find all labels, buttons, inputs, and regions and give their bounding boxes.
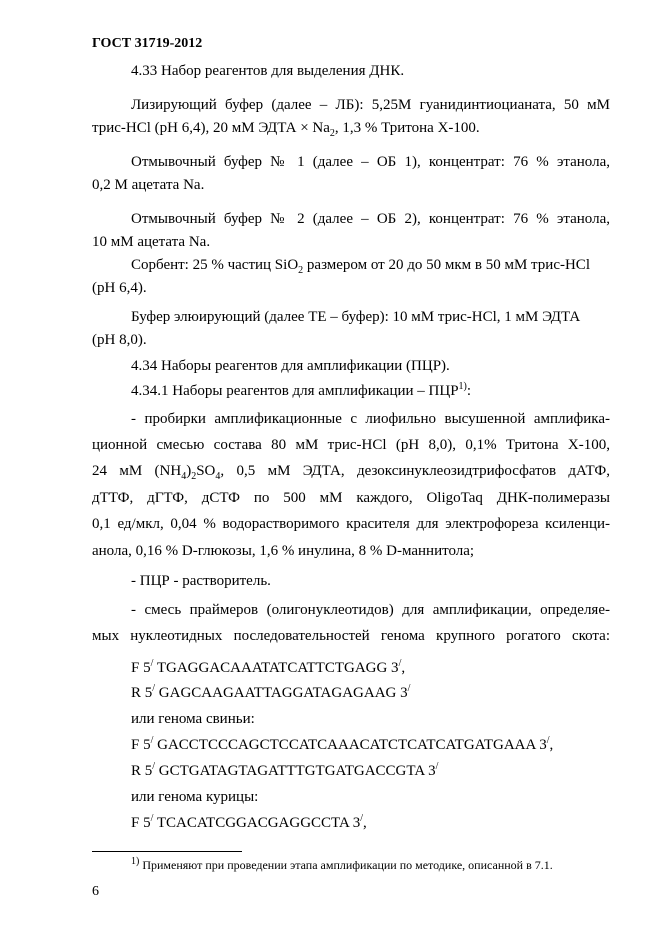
primers-line-1: - смесь праймеров (олигонуклеотидов) для амплификации, определяе- [131, 602, 610, 618]
primer-pig-reverse: R 5/ GCTGATAGTAGATTTGTGATGACCGTA 3/ [131, 761, 439, 779]
page-number: 6 [92, 884, 99, 899]
section-4-33-title: 4.33 Набор реагентов для выделения ДНК. [131, 63, 405, 79]
chicken-genome-label: или генома курицы: [131, 789, 259, 805]
wash-buffer-1-line-1: Отмывочный буфер № 1 (далее – ОБ 1), концентрат: 76 % этанола, [131, 154, 610, 170]
footnote-mark: 1) [131, 856, 140, 867]
primer-pig-forward: F 5/ GACCTCCCAGCTCCATCAAACATCTCATCATGATGAAA 3/, [131, 735, 554, 753]
lysis-buffer-line-1: Лизирующий буфер (далее – ЛБ): 5,25М гуанидинтиоцианата, 50 мМ [131, 97, 610, 113]
sorbent-line-1: Сорбент: 25 % частиц SiO$_2$ размером от 20 до 50 мкм в 50 мМ трис-HCl [131, 257, 590, 276]
tubes-line-4: дТТФ, дГТФ, дСТФ по 500 мМ каждого, OligoTaq ДНК-полимеразы [92, 490, 610, 506]
section-4-34-1-title: 4.34.1 Наборы реагентов для амплификации – ПЦР$^{1)}$: [131, 381, 472, 399]
footnote-divider [92, 851, 242, 852]
sorbent-line-2: (рН 6,4). [92, 280, 147, 296]
tubes-line-2: ционной смесью состава 80 мМ трис-HCl (рН 8,0), 0,1% Тритона Х-100, [92, 437, 610, 453]
primer-chicken-forward: F 5/ TCACATCGGACGAGGCCTA 3/, [131, 813, 367, 831]
footnote-ref: 1) [458, 381, 467, 392]
footnote [131, 858, 553, 873]
elution-buffer-line-2: (рН 8,0). [92, 332, 147, 348]
tubes-line-5: 0,1 ед/мкл, 0,04 % водорастворимого красителя для электрофореза ксиленци- [92, 516, 610, 532]
document-header: ГОСТ 31719-2012 [92, 36, 203, 51]
lysis-buffer-line-2: трис-HCl (рН 6,4), 20 мМ ЭДТА × $Na_2$, 1,3 % Тритона Х-100. [92, 120, 480, 139]
wash-buffer-1-line-2: 0,2 М ацетата Na. [92, 177, 205, 193]
wash-buffer-2-line-2: 10 мМ ацетата Na. [92, 234, 211, 250]
section-4-34-title: 4.34 Наборы реагентов для амплификации (ПЦР). [131, 358, 450, 374]
primers-line-2: мых нуклеотидных последовательностей генома крупного рогатого скота: [92, 628, 610, 644]
tubes-line-3: 24 мМ $(NH_4)_2SO_4$, 0,5 мМ ЭДТА, дезоксинуклеозидтрифосфатов дАТФ, [92, 463, 610, 482]
pig-genome-label: или генома свиньи: [131, 711, 255, 727]
footnote-text: Применяют при проведении этапа амплификации по методике, описанной в 7.1. [139, 858, 553, 872]
tubes-line-1: - пробирки амплификационные с лиофильно высушенной амплифика- [131, 411, 610, 427]
wash-buffer-2-line-1: Отмывочный буфер № 2 (далее – ОБ 2), концентрат: 76 % этанола, [131, 211, 610, 227]
pcr-solvent-line: - ПЦР - растворитель. [131, 573, 271, 589]
tubes-line-6: анола, 0,16 % D-глюкозы, 1,6 % инулина, 8 % D-маннитола; [92, 543, 475, 559]
elution-buffer-line-1: Буфер элюирующий (далее ТЕ – буфер): 10 мМ трис-HCl, 1 мМ ЭДТА [131, 309, 581, 325]
primer-cattle-reverse: R 5/ GAGCAAGAATTAGGATAGAGAAG 3/ [131, 683, 411, 701]
primer-cattle-forward: F 5/ TGAGGACAAATATCATTCTGAGG 3/, [131, 658, 406, 676]
